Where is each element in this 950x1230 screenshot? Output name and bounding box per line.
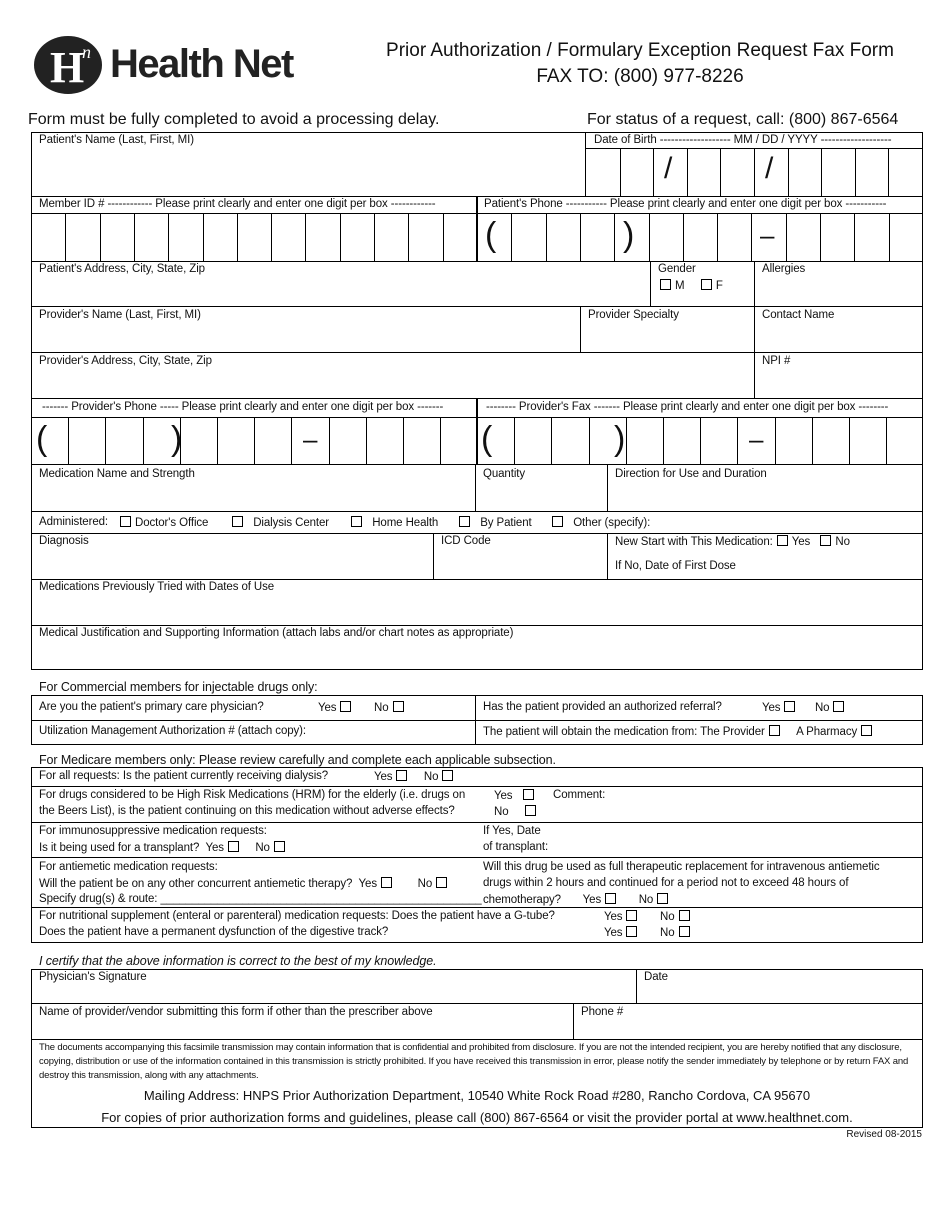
provider-phone-label: ------- Provider's Phone ----- Please print clearly and enter one digit per box ------- [42,401,444,413]
replacement-yes-checkbox[interactable] [605,893,616,904]
hrm-yes-label: Yes [494,790,513,802]
processing-notice: Form must be fully completed to avoid a processing delay. [28,111,440,128]
dialysis-question: For all requests: Is the patient currently receiving dialysis? [39,770,329,782]
diagnosis-label: Diagnosis [39,535,89,547]
new-start-yes-checkbox[interactable] [777,535,788,546]
gender-m-checkbox[interactable] [660,279,671,290]
by-patient-checkbox[interactable] [459,516,470,527]
dialysis-yes-label: Yes [374,771,393,783]
um-authorization-label: Utilization Management Authorization # (attach copy): [39,725,307,737]
other-specify-checkbox[interactable] [552,516,563,527]
dob-separator: / [765,152,774,185]
npi-label: NPI # [762,355,791,367]
patient-name-label: Patient's Name (Last, First, MI) [39,134,194,146]
revised-date: Revised 08-2015 [846,1129,922,1140]
provider-fax-label: -------- Provider's Fax ------- Please print clearly and enter one digit per box -------- [486,401,889,413]
direction-label: Direction for Use and Duration [615,468,767,480]
gtube-no-checkbox[interactable] [679,910,690,921]
certify-statement: I certify that the above information is correct to the best of my knowledge. [39,954,437,968]
immuno-yes-checkbox[interactable] [228,841,239,852]
patient-address-label: Patient's Address, City, State, Zip [39,263,205,275]
phone-paren-close: ) [623,216,635,254]
hrm-question-2: the Beers List), is the patient continuing on this medication without adverse effects? [39,805,455,817]
referral-no-checkbox[interactable] [833,701,844,712]
immuno-heading: For immunosuppressive medication requests: [39,825,267,837]
phone-dash: – [760,220,775,250]
home-health-checkbox[interactable] [351,516,362,527]
hrm-no-label: No [494,806,509,818]
referral-no-label: No [814,702,830,714]
antiemetic-specify: Specify drug(s) & route: ___________________________________________________ [39,893,482,905]
signature-date-label: Date [644,971,668,983]
replacement-yes-label: Yes [582,894,602,906]
svg-text:H: H [50,43,85,92]
replacement-no-label: No [638,894,654,906]
submitter-phone-field[interactable] [573,1003,923,1040]
antiemetic-heading: For antiemetic medication requests: [39,861,218,873]
provider-phone-paren-open: ( [36,420,48,458]
nutrition-question-1: For nutritional supplement (enteral or parenteral) medication requests: Does the patient have a G-tube? [39,910,555,922]
contact-name-label: Contact Name [762,309,835,321]
copies-info: For copies of prior authorization forms and guidelines, please call (800) 867-6564 or visit the provider portal at www.healthnet.com. [101,1110,853,1125]
immuno-yes-label: Yes [205,842,224,854]
allergies-label: Allergies [762,263,806,275]
provider-fax-paren-open: ( [481,420,493,458]
nutrition-question-2: Does the patient have a permanent dysfunction of the digestive track? [39,926,389,938]
phone-paren-open: ( [485,216,497,254]
referral-yes-checkbox[interactable] [784,701,795,712]
patient-phone-label: Patient's Phone ----------- Please print clearly and enter one digit per box ----------- [484,198,887,210]
logo-text: Health Net [110,42,293,86]
new-start-label: New Start with This Medication: [615,536,773,548]
diagnosis-field[interactable] [31,533,434,580]
pcp-question: Are you the patient's primary care physician? [39,701,264,713]
submitter-phone-label: Phone # [581,1006,624,1018]
antiemetic-replacement-3: chemotherapy? [483,894,561,906]
dialysis-no-label: No [423,771,439,783]
form-title: Prior Authorization / Formulary Exception Request Fax Form [386,40,894,61]
medication-name-label: Medication Name and Strength [39,468,195,480]
dob-label: Date of Birth ------------------- MM / DD / YYYY ------------------- [594,134,892,146]
gtube-no-label: No [660,911,675,923]
provider-phone-paren-close: ) [171,420,183,458]
obtain-question: The patient will obtain the medication from: The Provider [483,726,765,738]
gtube-yes-label: Yes [604,911,623,923]
pcp-yes-checkbox[interactable] [340,701,351,712]
doctors-office-label: Doctor's Office [135,517,209,529]
health-net-logo [32,34,332,96]
antiemetic-no-label: No [417,878,433,890]
pcp-no-checkbox[interactable] [393,701,404,712]
commercial-heading: For Commercial members for injectable drugs only: [39,680,318,694]
pharmacy-checkbox[interactable] [861,725,872,736]
confidentiality-disclaimer: The documents accompanying this facsimile transmission may contain information that is confidential and prohibited from disclosure. If you are not the intended recipient, you are hereby notified that any disclosure, copying, distribution or use of the information contained in this transmission is strictly prohibited. If you have received this transmission in error, please notify the sender immediately by telephone or by return FAX and destroy this transmission, along with any attachments. [39,1042,909,1081]
dialysis-center-label: Dialysis Center [253,517,330,529]
status-phone: For status of a request, call: (800) 867-6564 [587,111,899,128]
new-start-yes-label: Yes [791,536,811,548]
provider-name-label: Provider's Name (Last, First, MI) [39,309,201,321]
provider-specialty-label: Provider Specialty [588,309,679,321]
new-start-no-checkbox[interactable] [820,535,831,546]
hrm-no-checkbox[interactable] [525,805,536,816]
pcp-yes-label: Yes [318,702,337,714]
antiemetic-no-checkbox[interactable] [436,877,447,888]
digestive-yes-checkbox[interactable] [626,926,637,937]
mailing-address: Mailing Address: HNPS Prior Authorization Department, 10540 White Rock Road #280, Rancho Cordova, CA 95670 [143,1088,811,1103]
provider-checkbox[interactable] [769,725,780,736]
other-specify-label: Other (specify): [573,517,651,529]
provider-fax-paren-close: ) [614,420,626,458]
svg-text:n: n [82,42,91,62]
immuno-question: Is it being used for a transplant? [39,842,200,854]
digestive-no-label: No [660,927,675,939]
dialysis-center-checkbox[interactable] [232,516,243,527]
pcp-no-label: No [374,702,389,714]
immuno-date-label-1: If Yes, Date [483,825,541,837]
icd-code-label: ICD Code [441,535,491,547]
fax-number: FAX TO: (800) 977-8226 [536,66,744,87]
dob-separator: / [664,152,673,185]
gender-m-label: M [675,280,685,292]
by-patient-label: By Patient [480,517,532,529]
medicare-heading: For Medicare members only: Please review carefully and complete each applicable subsection. [39,753,556,767]
provider-fax-dash: – [749,424,764,454]
gender-label: Gender [658,263,696,275]
first-dose-label: If No, Date of First Dose [615,560,736,572]
antiemetic-yes-checkbox[interactable] [381,877,392,888]
referral-question: Has the patient provided an authorized referral? [483,701,722,713]
hrm-comment-label: Comment: [553,789,606,801]
immuno-date-label-2: of transplant: [483,841,549,853]
gtube-yes-checkbox[interactable] [626,910,637,921]
member-id-label: Member ID # ------------ Please print clearly and enter one digit per box ------------ [39,198,436,210]
home-health-label: Home Health [372,517,439,529]
physician-signature-label: Physician's Signature [39,971,147,983]
quantity-label: Quantity [483,468,526,480]
immuno-no-label: No [255,842,270,854]
hrm-yes-checkbox[interactable] [523,789,534,800]
digestive-yes-label: Yes [604,927,623,939]
submitter-name-label: Name of provider/vendor submitting this form if other than the prescriber above [39,1006,433,1018]
previously-tried-label: Medications Previously Tried with Dates of Use [39,581,275,593]
pharmacy-label: A Pharmacy [796,726,858,738]
gender-f-label: F [715,280,723,292]
dialysis-yes-checkbox[interactable] [396,770,407,781]
immuno-no-checkbox[interactable] [274,841,285,852]
gender-options [656,279,723,292]
gender-f-checkbox[interactable] [701,279,712,290]
signature-date-field[interactable] [636,969,923,1004]
new-start-no-label: No [835,536,850,548]
digestive-no-checkbox[interactable] [679,926,690,937]
antiemetic-replacement-2: drugs within 2 hours and continued for a period not to exceed 48 hours of [483,877,849,889]
doctors-office-checkbox[interactable] [120,516,131,527]
dialysis-no-checkbox[interactable] [442,770,453,781]
antiemetic-question: Will the patient be on any other concurrent antiemetic therapy? [39,878,353,890]
administered-label: Administered: [39,516,109,528]
justification-label: Medical Justification and Supporting Information (attach labs and/or chart notes as appropriate) [39,627,514,639]
antiemetic-yes-label: Yes [358,878,377,890]
provider-phone-dash: – [303,424,318,454]
replacement-no-checkbox[interactable] [657,893,668,904]
hrm-question-1: For drugs considered to be High Risk Medications (HRM) for the elderly (i.e. drugs on [39,789,466,801]
antiemetic-replacement-1: Will this drug be used as full therapeutic replacement for intravenous antiemetic [483,861,880,873]
referral-yes-label: Yes [762,702,781,714]
provider-address-label: Provider's Address, City, State, Zip [39,355,212,367]
